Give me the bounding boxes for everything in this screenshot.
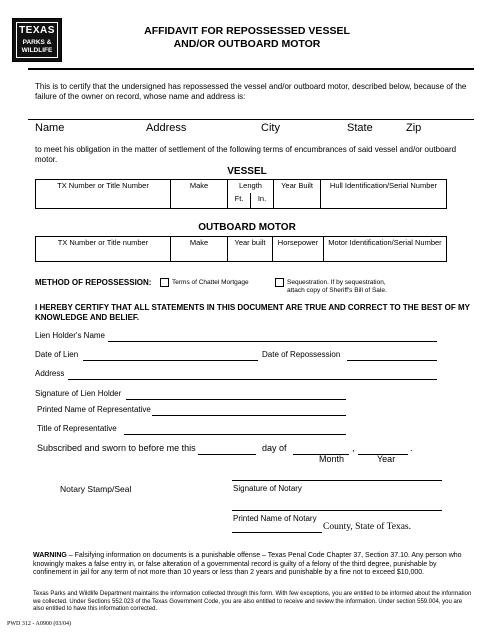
month-label: Month — [319, 454, 345, 464]
privacy-notice: Texas Parks and Wildlife Department maintains the information collected through this form. With few exceptions, you are entitled to be informed about the information we collected. Under Sections 552.023 of the Texas Government Code, you are also entitled to receive and review the information. Under section 559.004, you are also entitled to have this information corrected. — [33, 591, 472, 613]
owner-zip-label: Zip — [406, 122, 422, 134]
lien-holder-name-line[interactable] — [108, 341, 437, 342]
logo-line-3: WILDLIFE — [21, 47, 53, 54]
form-title-line-1: AFFIDAVIT FOR REPOSSESSED VESSEL — [144, 25, 350, 37]
obligation-paragraph: to meet his obligation in the matter of settlement of the following terms of encumbrances of said vessel and/or outboard motor. — [35, 145, 457, 164]
notary-stamp-label: Notary Stamp/Seal — [60, 484, 132, 494]
motor-col-serial: Motor Identification/Serial Number — [324, 237, 447, 262]
sworn-comma: , — [352, 443, 355, 453]
date-of-lien-line[interactable] — [83, 360, 258, 361]
title-label: Title of Representative — [37, 424, 117, 433]
signature-line[interactable] — [126, 399, 346, 400]
warning-text: – Falsifying information on documents is a punishable offense – Texas Penal Code Chapter 37, Section 37.10. Any person who knowingly makes a false entry in, or false alteration of a governmental record is guilty of a felony of the third degree, punishable by confinement in jail for any term of not more than 10 years or less than 2 years and punishable by a fine not to exceed $10,000. — [33, 552, 462, 577]
motor-col-title: TX Number or Title number — [36, 237, 171, 262]
vessel-col-make: Make — [171, 180, 228, 209]
motor-col-hp: Horsepower — [273, 237, 324, 262]
date-of-repossession-line[interactable] — [347, 360, 437, 361]
owner-city-label: City — [261, 122, 280, 134]
certification-statement: I HEREBY CERTIFY THAT ALL STATEMENTS IN THIS DOCUMENT ARE TRUE AND CORRECT TO THE BEST OF MY KNOWLEDGE AND BELIEF. — [35, 303, 470, 322]
vessel-col-ft: Ft. — [228, 193, 251, 208]
printed-name-label: Printed Name of Representative — [37, 405, 151, 414]
title-line[interactable] — [124, 434, 346, 435]
lien-holder-name-label: Lien Holder's Name — [35, 331, 106, 340]
header-rule — [28, 68, 474, 70]
vessel-col-title: TX Number or Title Number — [36, 180, 171, 209]
form-title-line-2: AND/OR OUTBOARD MOTOR — [173, 38, 321, 50]
vessel-col-hull: Hull Identification/Serial Number — [321, 180, 447, 209]
sequestration-label-1: Sequestration. If by sequestration, — [287, 279, 386, 286]
owner-address-label: Address — [146, 122, 187, 134]
warning-label: WARNING — [33, 552, 67, 559]
form-id: PWD 312 - A0900 (03/04) — [7, 621, 71, 627]
date-of-repossession-label: Date of Repossession — [262, 350, 341, 359]
sworn-text: Subscribed and sworn to before me this — [37, 443, 196, 453]
logo-line-1: TEXAS — [19, 25, 55, 36]
warning-paragraph — [33, 552, 471, 578]
sworn-day-line[interactable] — [198, 454, 256, 455]
notary-printed-name-line[interactable] — [232, 510, 442, 511]
method-label: METHOD OF REPOSSESSION: — [35, 278, 152, 287]
notary-county-line[interactable] — [232, 532, 322, 533]
owner-name-label: Name — [35, 122, 65, 134]
owner-state-label: State — [347, 122, 373, 134]
vessel-col-year: Year Built — [274, 180, 321, 209]
notary-signature-line[interactable] — [232, 480, 442, 481]
intro-paragraph: This is to certify that the undersigned has repossessed the vessel and/or outboard motor, described below, because of the failure of the owner on record, whose name and address is: — [35, 82, 467, 101]
vessel-heading: VESSEL — [227, 166, 267, 177]
printed-name-line[interactable] — [152, 415, 346, 416]
signature-label: Signature of Lien Holder — [35, 389, 122, 398]
notary-printed-name-label: Printed Name of Notary — [233, 514, 317, 523]
notary-signature-label: Signature of Notary — [233, 484, 302, 493]
motor-heading: OUTBOARD MOTOR — [198, 222, 296, 233]
year-label: Year — [377, 454, 396, 464]
sequestration-checkbox[interactable] — [275, 278, 284, 287]
date-of-lien-label: Date of Lien — [35, 350, 79, 359]
owner-entry-line[interactable] — [28, 119, 474, 120]
chattel-mortgage-checkbox[interactable] — [160, 278, 169, 287]
address-line[interactable] — [68, 379, 437, 380]
county-state-label: County, State of Texas. — [323, 522, 411, 532]
vessel-col-length: Length — [228, 180, 274, 194]
address-label: Address — [35, 369, 65, 378]
vessel-col-in: In. — [251, 193, 274, 208]
motor-table — [35, 236, 447, 262]
motor-col-year: Year built — [228, 237, 273, 262]
motor-col-make: Make — [171, 237, 228, 262]
day-of-label: day of — [262, 443, 287, 453]
chattel-mortgage-label: Terms of Chattel Mortgage — [172, 279, 249, 286]
vessel-table — [35, 179, 447, 209]
sworn-period: . — [410, 443, 413, 453]
sequestration-label-2: attach copy of Sheriff's Bill of Sale. — [287, 287, 387, 294]
logo-line-2: PARKS & — [22, 39, 52, 46]
